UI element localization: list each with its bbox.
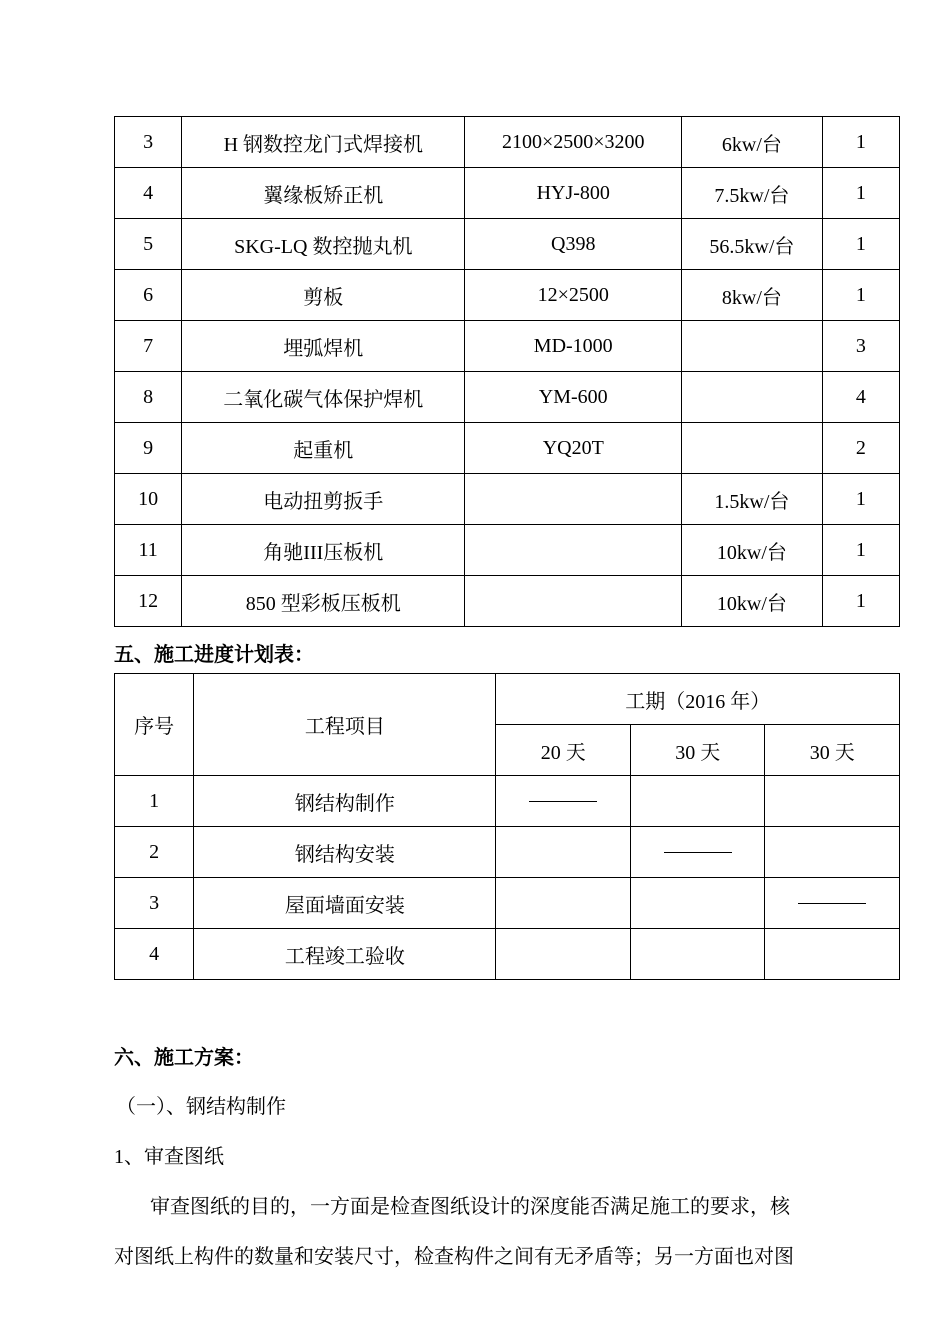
cell-no: 6 <box>115 270 182 321</box>
cell-qty: 1 <box>822 525 899 576</box>
equipment-table <box>114 116 900 627</box>
schedule-header-row <box>115 674 900 725</box>
cell-power <box>682 321 823 372</box>
cell-power: 6kw/台 <box>682 117 823 168</box>
cell-model: 2100×2500×3200 <box>465 117 682 168</box>
cell-power: 10kw/台 <box>682 525 823 576</box>
cell-name: SKG-LQ 数控抛丸机 <box>182 219 465 270</box>
cell-period <box>630 929 765 980</box>
cell-period <box>496 878 631 929</box>
cell-name: 起重机 <box>182 423 465 474</box>
table-row <box>115 270 900 321</box>
cell-qty: 1 <box>822 474 899 525</box>
cell-item: 钢结构制作 <box>194 776 496 827</box>
table-row <box>115 827 900 878</box>
paragraph-line: 对图纸上构件的数量和安装尺寸，检查构件之间有无矛盾等；另一方面也对图 <box>114 1246 794 1268</box>
cell-no: 8 <box>115 372 182 423</box>
cell-model: 12×2500 <box>465 270 682 321</box>
cell-name: 电动扭剪扳手 <box>182 474 465 525</box>
item-title: 1、审查图纸 <box>114 1146 224 1168</box>
cell-period <box>630 776 765 827</box>
cell-qty: 1 <box>822 270 899 321</box>
cell-item: 工程竣工验收 <box>194 929 496 980</box>
table-row <box>115 423 900 474</box>
cell-model <box>465 525 682 576</box>
cell-qty: 3 <box>822 321 899 372</box>
subsection-title: （一）、钢结构制作 <box>116 1096 286 1118</box>
cell-period <box>630 878 765 929</box>
cell-power: 7.5kw/台 <box>682 168 823 219</box>
cell-power <box>682 372 823 423</box>
schedule-table <box>114 673 900 980</box>
cell-name: 埋弧焊机 <box>182 321 465 372</box>
cell-name: 角驰III压板机 <box>182 525 465 576</box>
cell-period <box>496 929 631 980</box>
cell-no: 2 <box>115 827 194 878</box>
table-row <box>115 372 900 423</box>
cell-model: Q398 <box>465 219 682 270</box>
table-row <box>115 474 900 525</box>
table-row <box>115 576 900 627</box>
cell-qty: 4 <box>822 372 899 423</box>
cell-model: YQ20T <box>465 423 682 474</box>
cell-period <box>765 776 900 827</box>
cell-name: 850 型彩板压板机 <box>182 576 465 627</box>
cell-qty: 2 <box>822 423 899 474</box>
cell-no: 10 <box>115 474 182 525</box>
cell-power: 8kw/台 <box>682 270 823 321</box>
cell-item: 屋面墙面安装 <box>194 878 496 929</box>
cell-no: 1 <box>115 776 194 827</box>
period-1: 20 天 <box>496 725 631 776</box>
cell-model: MD-1000 <box>465 321 682 372</box>
cell-period <box>765 929 900 980</box>
cell-qty: 1 <box>822 117 899 168</box>
cell-no: 4 <box>115 168 182 219</box>
cell-power: 1.5kw/台 <box>682 474 823 525</box>
cell-name: 剪板 <box>182 270 465 321</box>
cell-model <box>465 474 682 525</box>
cell-model: HYJ-800 <box>465 168 682 219</box>
cell-period <box>496 827 631 878</box>
cell-period <box>765 827 900 878</box>
header-item: 工程项目 <box>194 674 496 776</box>
table-row <box>115 929 900 980</box>
table-row <box>115 776 900 827</box>
cell-qty: 1 <box>822 219 899 270</box>
cell-no: 5 <box>115 219 182 270</box>
header-period: 工期（2016 年） <box>496 674 900 725</box>
cell-qty: 1 <box>822 168 899 219</box>
header-no: 序号 <box>115 674 194 776</box>
period-2: 30 天 <box>630 725 765 776</box>
cell-no: 3 <box>115 117 182 168</box>
paragraph-line: 审查图纸的目的，一方面是检查图纸设计的深度能否满足施工的要求，核 <box>150 1196 790 1218</box>
cell-period <box>630 827 765 878</box>
gantt-bar <box>798 903 866 904</box>
cell-no: 7 <box>115 321 182 372</box>
cell-power: 10kw/台 <box>682 576 823 627</box>
cell-no: 12 <box>115 576 182 627</box>
cell-model <box>465 576 682 627</box>
gantt-bar <box>664 852 732 853</box>
schedule-heading: 五、施工进度计划表： <box>114 644 314 666</box>
cell-no: 9 <box>115 423 182 474</box>
table-row <box>115 321 900 372</box>
cell-power: 56.5kw/台 <box>682 219 823 270</box>
cell-no: 4 <box>115 929 194 980</box>
table-row <box>115 168 900 219</box>
table-row <box>115 525 900 576</box>
table-row <box>115 117 900 168</box>
cell-name: 翼缘板矫正机 <box>182 168 465 219</box>
section-heading: 六、施工方案： <box>114 1047 254 1069</box>
cell-model: YM-600 <box>465 372 682 423</box>
cell-period <box>496 776 631 827</box>
cell-qty: 1 <box>822 576 899 627</box>
cell-item: 钢结构安装 <box>194 827 496 878</box>
gantt-bar <box>529 801 597 802</box>
cell-no: 11 <box>115 525 182 576</box>
cell-name: 二氧化碳气体保护焊机 <box>182 372 465 423</box>
cell-no: 3 <box>115 878 194 929</box>
cell-power <box>682 423 823 474</box>
table-row <box>115 878 900 929</box>
period-3: 30 天 <box>765 725 900 776</box>
table-row <box>115 219 900 270</box>
cell-name: H 钢数控龙门式焊接机 <box>182 117 465 168</box>
cell-period <box>765 878 900 929</box>
